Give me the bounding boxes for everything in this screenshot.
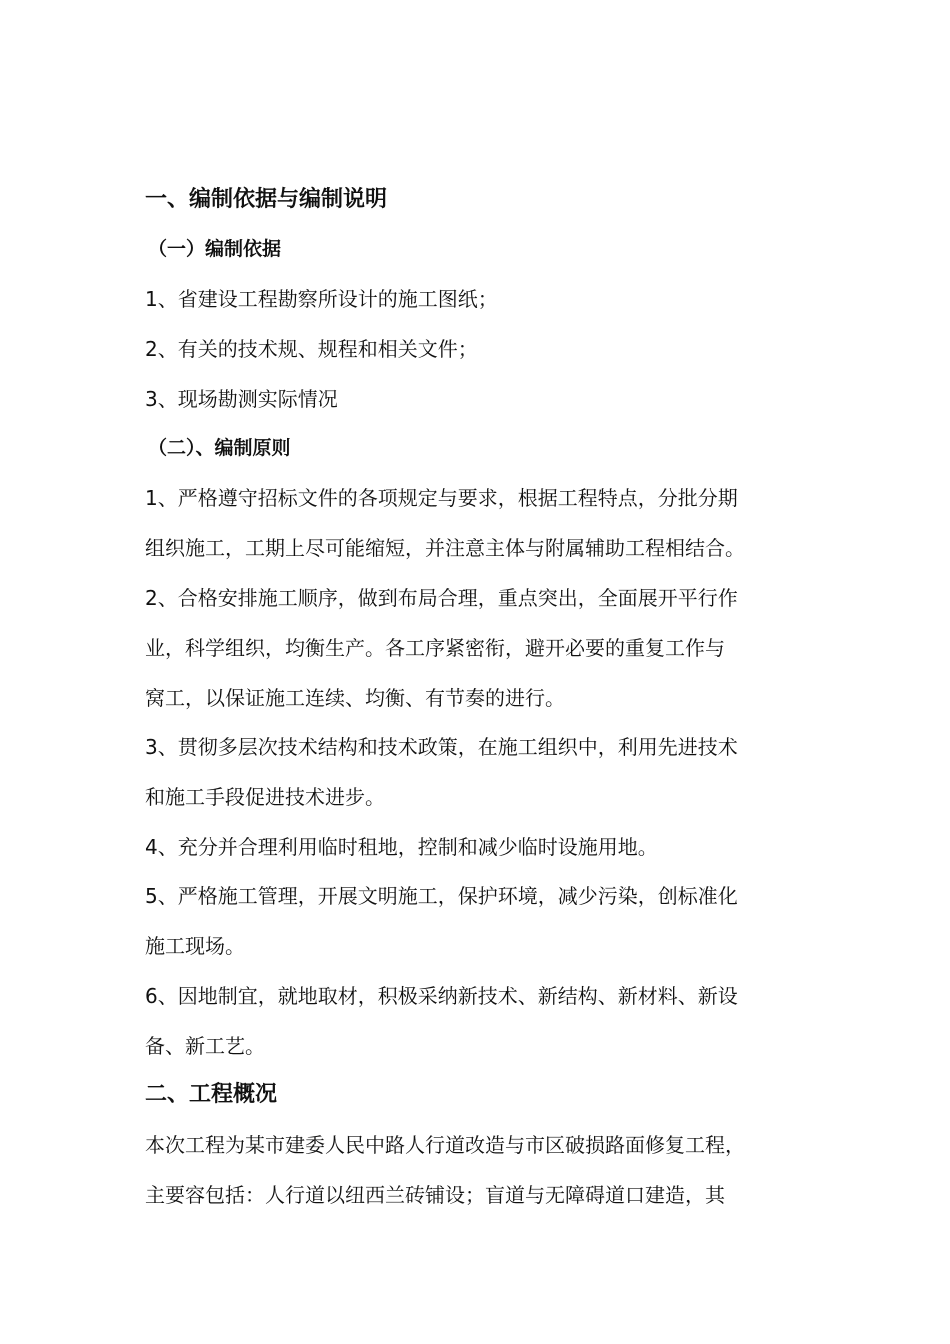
section-2-heading: 二、工程概况 [145, 1082, 278, 1107]
basis-item-3: 3、现场勘测实际情况 [145, 387, 338, 411]
principle-line-3: 2、合格安排施工顺序，做到布局合理，重点突出，全面展开平行作 [145, 586, 738, 610]
overview-line-2: 主要容包括：人行道以纽西兰砖铺设；盲道与无障碍道口建造，其 [145, 1183, 725, 1207]
principle-line-10: 施工现场。 [145, 934, 245, 958]
principle-line-5: 窝工，以保证施工连续、均衡、有节奏的进行。 [145, 686, 565, 710]
principle-line-4: 业，科学组织，均衡生产。各工序紧密衔，避开必要的重复工作与 [145, 636, 725, 660]
subsection-1-heading: （一）编制依据 [148, 238, 282, 260]
principle-line-2: 组织施工，工期上尽可能缩短，并注意主体与附属辅助工程相结合。 [145, 536, 745, 560]
basis-item-1: 1、省建设工程勘察所设计的施工图纸； [145, 287, 498, 311]
principle-line-7: 和施工手段促进技术进步。 [145, 785, 385, 809]
principle-line-8: 4、充分并合理利用临时租地，控制和减少临时设施用地。 [145, 835, 658, 859]
principle-line-12: 备、新工艺。 [145, 1034, 265, 1058]
principle-line-9: 5、严格施工管理，开展文明施工，保护环境，减少污染，创标准化 [145, 884, 738, 908]
principle-line-6: 3、贯彻多层次技术结构和技术政策，在施工组织中，利用先进技术 [145, 735, 738, 759]
section-1-heading: 一、编制依据与编制说明 [145, 187, 388, 212]
overview-line-1: 本次工程为某市建委人民中路人行道改造与市区破损路面修复工程， [145, 1133, 745, 1157]
subsection-2-heading: （二）、编制原则 [148, 437, 291, 459]
principle-line-1: 1、严格遵守招标文件的各项规定与要求，根据工程特点，分批分期 [145, 486, 738, 510]
basis-item-2: 2、有关的技术规、规程和相关文件； [145, 337, 478, 361]
principle-line-11: 6、因地制宜，就地取材，积极采纳新技术、新结构、新材料、新设 [145, 984, 738, 1008]
